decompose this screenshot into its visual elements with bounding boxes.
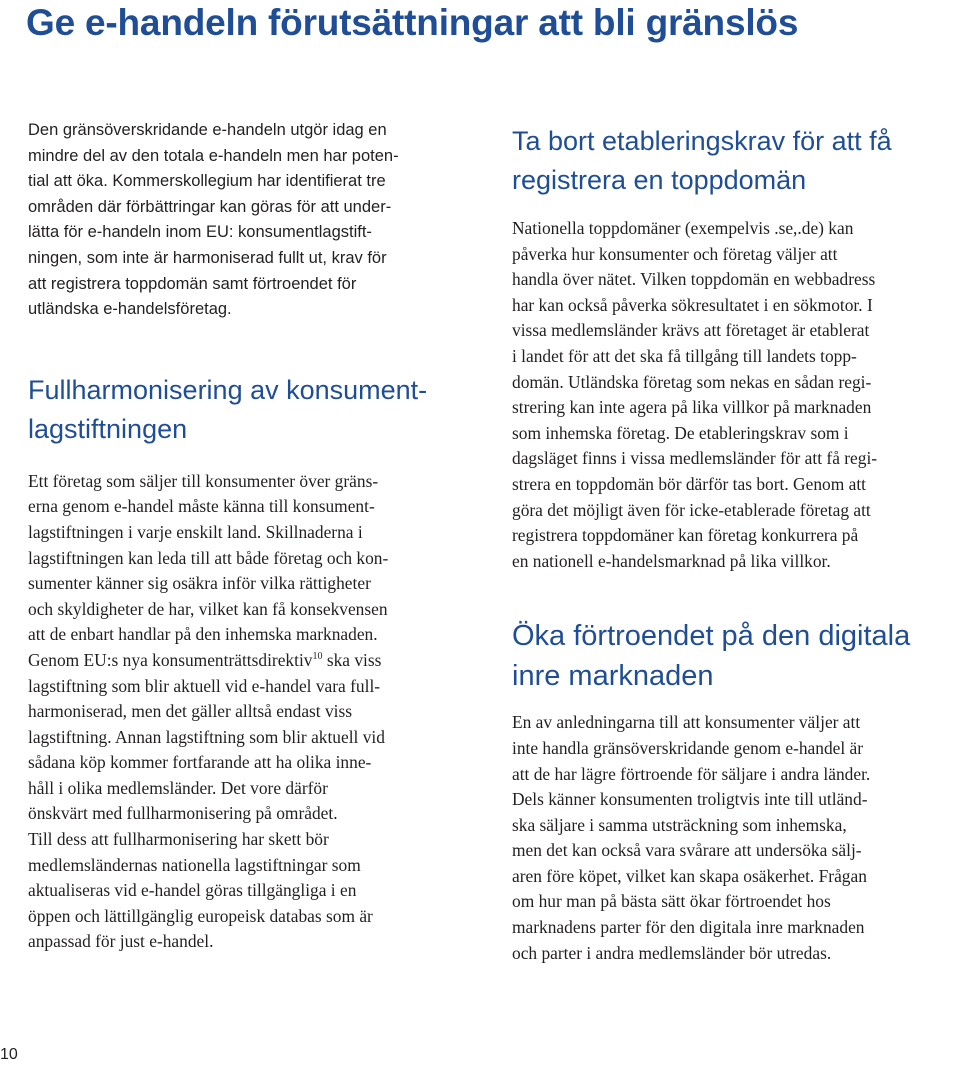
paragraph-text-part-1: Ett företag som säljer till konsumenter över gräns- erna genom e-handel måste känna till konsument- lagstiftningen i varje enskilt land. Skillnaderna i lagstiftningen kan leda till att både företag och kon- sumenter känner sig osäkra inför vilka rättigheter och skyldigheter de har, vilket kan få konsekvensen att de enbart handlar på den inhemska marknaden. Genom EU:s nya konsumenträttsdirektiv — [28, 470, 389, 670]
section-heading-fortroende: Öka förtroendet på den digitala inre marknaden — [512, 620, 911, 693]
section-heading-fullharmonisering: Fullharmonisering av konsument- lagstiftningen — [28, 374, 428, 444]
paragraph-text-part-2: ska viss lagstiftning som blir aktuell vid e-handel vara full- harmoniserad, men det gäller alltså endast viss lagstiftning. Annan lagstiftning som blir aktuell vid sådana köp kommer fortfarande att ha olika inne- håll i olika medlemsländer. Det vore därför önskvärt med fullharmonisering på området. Till dess att fullharmonisering har skett bör medlemsländernas nationella lagstiftningar som aktualiseras vid e-handel göras tillgängliga i en öppen och lättillgänglig europeisk databas som är anpassad för just e-handel. — [28, 649, 385, 952]
fullharmonisering-paragraph — [28, 469, 483, 955]
left-column — [28, 118, 483, 955]
toppdoman-paragraph: Nationella toppdomäner (exempelvis .se,.de) kan påverka hur konsumenter och företag väljer att handla över nätet. Vilken toppdomän en webbadress har kan också påverka sökresultatet i en sökmotor. I vissa medlemsländer krävs att företaget är etablerat i landet för att det ska få tillgång till landets topp- domän. Utländska företag som nekas en sådan regi- strering kan inte agera på lika villkor på marknaden som inhemska företag. De etableringskrav som i dagsläget finns i vissa medlemsländer för att få regi- strera en toppdomän bör därför tas bort. Genom att göra det möjligt även för icke-etablerade företag att registrera toppdomäner kan företag konkurrera på en nationell e-handelsmarknad på lika villkor. — [512, 218, 878, 571]
section-heading-toppdoman: Ta bort etableringskrav för att få registrera en toppdomän — [512, 126, 892, 195]
footnote-reference[interactable]: 10 — [312, 651, 323, 663]
fortroende-paragraph: En av anledningarna till att konsumenter väljer att inte handla gränsöverskridande genom e-handel är att de har lägre förtroende för säljare i andra länder. Dels känner konsumenten troligtvis inte till utländ- ska säljare i samma utsträckning som inhemska, men det kan också vara svårare att undersöka sälj- aren före köpet, vilket kan skapa osäkerhet. Frågan om hur man på bästa sätt ökar förtroendet hos marknadens parter för den digitala inre marknaden och parter i andra medlemsländer bör utredas. — [512, 712, 871, 963]
page-number: 10 — [0, 1046, 18, 1063]
right-column — [512, 124, 960, 966]
intro-paragraph: Den gränsöverskridande e-handeln utgör idag en mindre del av den totala e-handeln men har poten- tial att öka. Kommerskollegium har identifierat tre områden där förbättringar kan göras för att under- lätta för e-handeln inom EU: konsumentlagstift- ningen, som inte är harmoniserad fullt ut, krav för att registrera toppdomän samt förtroendet för utländska e-handelsföretag. — [28, 121, 399, 319]
page-title: Ge e-handeln förutsättningar att bli gränslös — [26, 2, 799, 43]
